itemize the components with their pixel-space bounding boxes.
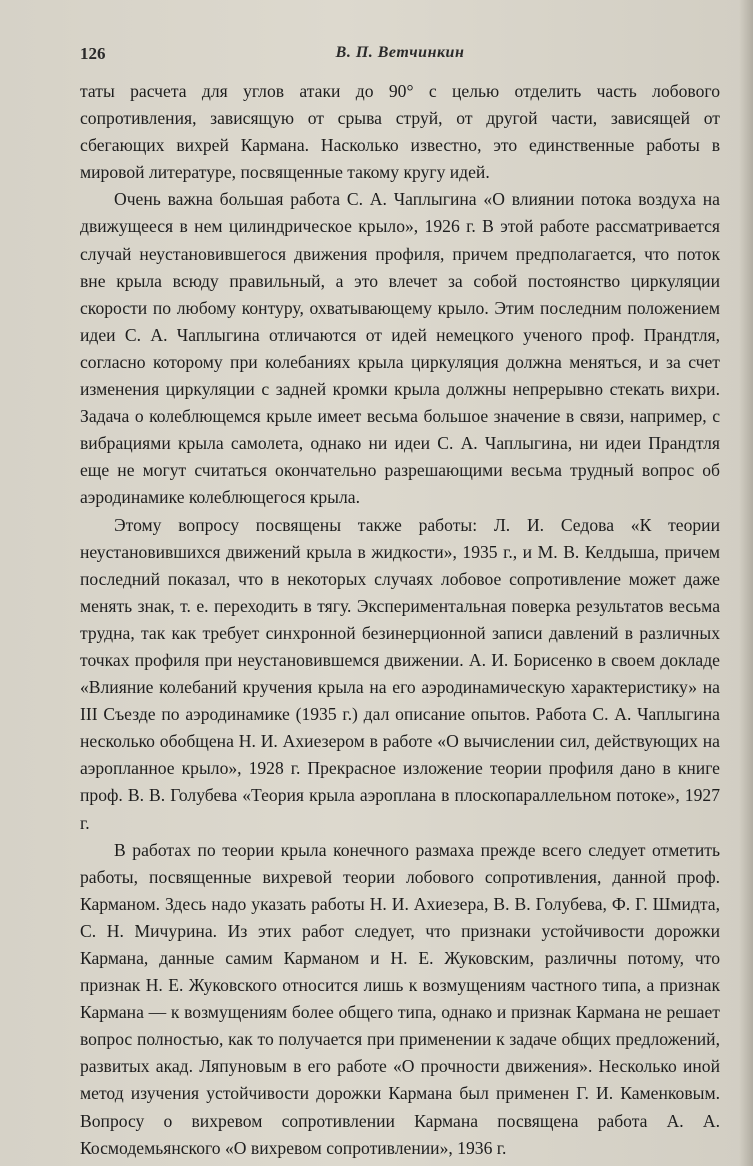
body-text: [80, 78, 720, 1162]
running-head: В. П. Ветчинкин: [335, 44, 465, 61]
paragraph: В работах по теории крыла конечного размаха прежде всего следует отметить работы, посвященные вихревой теории лобового сопротивления, данной проф. Карманом. Здесь надо указать работы Н. И. Ахиезера, В. В. Голубева, Ф. Г. Шмидта, С. Н. Мичурина. Из этих работ следует, что признаки устойчивости дорожки Кармана, данные самим Карманом и Н. Е. Жуковским, различны потому, что признак Н. Е. Жуковского относится лишь к возмущениям частного типа, а признак Кармана — к возмущениям более общего типа, однако и признак Кармана не решает вопрос полностью, как то получается при применении к задаче общих предложений, развитых акад. Ляпуновым в его работе «О прочности движения». Несколько иной метод изучения устойчивости дорожки Кармана был применен Г. И. Каменковым. Вопросу о вихревом сопротивлении Кармана посвящена работа А. А. Космодемьянского «О вихревом сопротивлении», 1936 г.: [80, 839, 720, 1158]
page-edge-shadow: [739, 0, 753, 1166]
paragraph: Очень важна большая работа С. А. Чаплыгина «О влиянии потока воздуха на движущееся в нем цилиндрическое крыло», 1926 г. В этой работе рассматривается случай неустановившегося движения профиля, причем предполагается, что поток вне крыла всюду правильный, а это влечет за собой постоянство циркуляции скорости по любому контуру, охватывающему крыло. Этим последним положением идеи С. А. Чаплыгина отличаются от идей немецкого ученого проф. Прандтля, согласно которому при колебаниях крыла циркуляция должна меняться, и за счет изменения циркуляции с задней кромки крыла должны непрерывно стекать вихри. Задача о колеблющемся крыле имеет весьма большое значение в связи, например, с вибрациями крыла самолета, однако ни идеи С. А. Чаплыгина, ни идеи Прандтля еще не могут считаться окончательно разрешающими весьма трудный вопрос об аэродинамике колеблющегося крыла.: [80, 189, 720, 508]
page-number: 126: [80, 44, 106, 63]
paragraph: таты расчета для углов атаки до 90° с целью отделить часть лобового сопротивления, зависящую от срыва струй, от другой части, зависящей от сбегающих вихрей Кармана. Насколько известно, это единственные работы в мировой литературе, посвященные такому кругу идей.: [80, 81, 720, 183]
paragraph: Этому вопросу посвящены также работы: Л. И. Седова «К теории неустановившихся движений крыла в жидкости», 1935 г., и М. В. Келдыша, причем последний показал, что в некоторых случаях лобовое сопротивление может даже менять знак, т. е. переходить в тягу. Экспериментальная поверка результатов весьма трудна, так как требует синхронной безинерционной записи давлений в различных точках профиля при неустановившемся движении. А. И. Борисенко в своем докладе «Влияние колебаний кручения крыла на его аэродинамическую характеристику» на III Съезде по аэродинамике (1935 г.) дал описание опытов. Работа С. А. Чаплыгина несколько обобщена Н. И. Ахиезером в работе «О вычислении сил, действующих на аэропланное крыло», 1928 г. Прекрасное изложение теории профиля дано в книге проф. В. В. Голубева «Теория крыла аэроплана в плоскопараллельном потоке», 1927 г.: [80, 514, 720, 833]
page-header: [80, 44, 720, 70]
